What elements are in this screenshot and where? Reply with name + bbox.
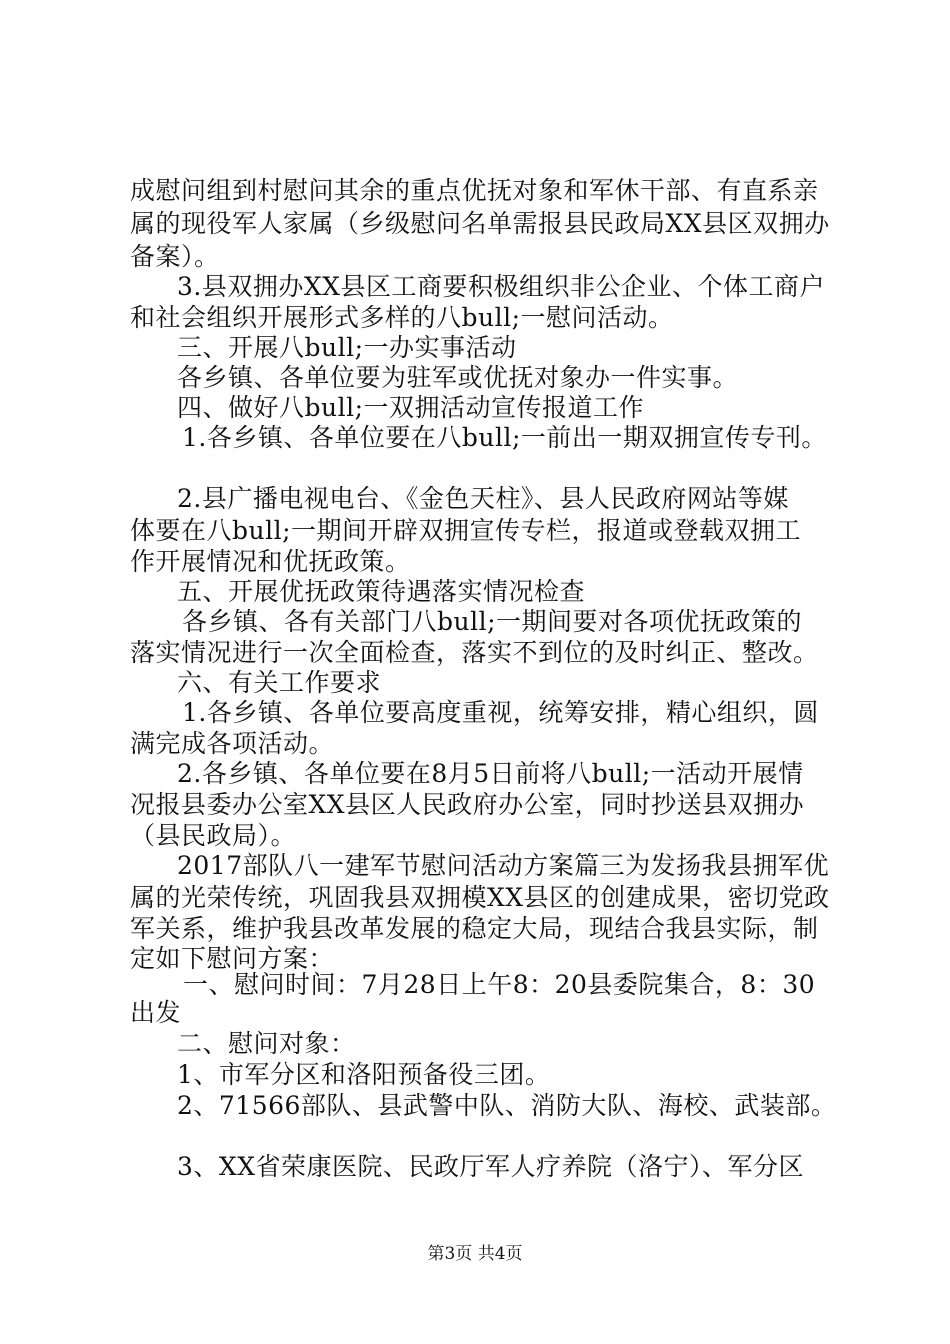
text-line-26: 一、慰问时间：7月28日上午8：20县委院集合，8：30 (183, 970, 816, 999)
text-line-18: 满完成各项活动。 (130, 729, 335, 758)
text-line-11: 体要在八bull;一期间开辟双拥宣传专栏，报道或登载双拥工 (130, 516, 802, 545)
page-footer: 第3页 共4页 (427, 1244, 523, 1264)
text-line-19: 2.各乡镇、各单位要在8月5日前将八bull;一活动开展情 (177, 759, 804, 788)
text-line-20: 况报县委办公室XX县区人民政府办公室，同时抄送县双拥办 (130, 790, 805, 819)
text-line-24: 军关系，维护我县改革发展的稳定大局，现结合我县实际，制 (130, 914, 819, 943)
text-line-27: 出发 (130, 998, 182, 1027)
text-line-14: 各乡镇、各有关部门八bull;一期间要对各项优抚政策的 (182, 607, 803, 636)
text-line-15: 落实情况进行一次全面检查，落实不到位的及时纠正、整改。 (130, 638, 819, 667)
text-line-31: 3、XX省荣康医院、民政厅军人疗养院（洛宁）、军分区 (177, 1152, 805, 1181)
text-line-30: 2、71566部队、县武警中队、消防大队、海校、武装部。 (177, 1091, 837, 1120)
text-line-16: 六、有关工作要求 (177, 668, 382, 697)
text-line-28: 二、慰问对象： (177, 1029, 356, 1058)
text-line-9: 1.各乡镇、各单位要在八bull;一前出一期双拥宣传专刊。 (182, 423, 827, 452)
text-line-4: 3.县双拥办XX县区工商要积极组织非公企业、个体工商户 (177, 272, 825, 301)
text-line-6: 三、开展八bull;一办实事活动 (177, 333, 517, 362)
text-line-7: 各乡镇、各单位要为驻军或优抚对象办一件实事。 (177, 363, 739, 392)
text-line-8: 四、做好八bull;一双拥活动宣传报道工作 (177, 393, 645, 422)
text-line-10: 2.县广播电视电台、《金色天柱》、县人民政府网站等媒 (177, 484, 789, 513)
text-line-2: 属的现役军人家属（乡级慰问名单需报县民政局XX县区双拥办 (130, 209, 830, 238)
text-line-25: 定如下慰问方案： (130, 944, 335, 973)
text-line-3: 备案）。 (130, 242, 220, 271)
text-line-21: （县民政局）。 (130, 821, 297, 850)
text-line-29: 1、市军分区和洛阳预备役三团。 (177, 1060, 551, 1089)
text-line-1: 成慰问组到村慰问其余的重点优抚对象和军休干部、有直系亲 (130, 176, 819, 205)
text-line-5: 和社会组织开展形式多样的八bull;一慰问活动。 (130, 303, 674, 332)
text-line-23: 属的光荣传统，巩固我县双拥模XX县区的创建成果，密切党政 (130, 883, 830, 912)
text-line-22: 2017部队八一建军节慰问活动方案篇三为发扬我县拥军优 (177, 851, 830, 880)
text-line-12: 作开展情况和优抚政策。 (130, 547, 411, 576)
text-line-13: 五、开展优抚政策待遇落实情况检查 (177, 577, 586, 606)
text-line-17: 1.各乡镇、各单位要高度重视，统筹安排，精心组织，圆 (182, 698, 819, 727)
